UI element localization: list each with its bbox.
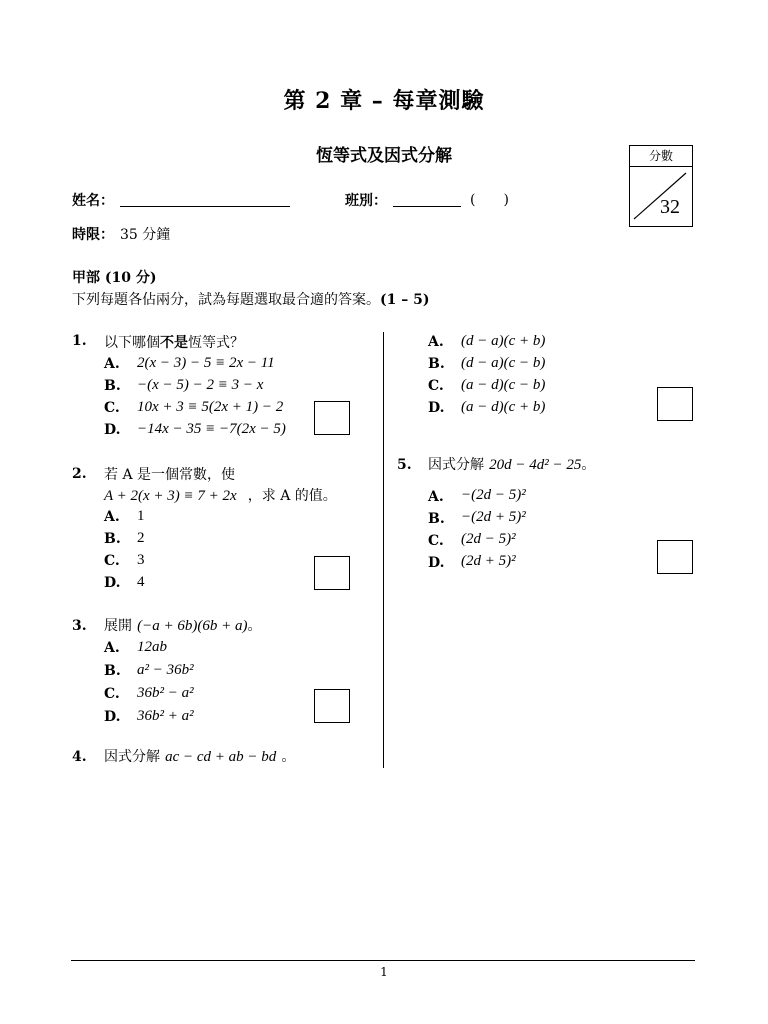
option-label: A. <box>104 509 120 525</box>
option-label: C. <box>104 400 120 416</box>
question-text-part: ，求 A 的值。 <box>247 488 337 504</box>
question-text <box>428 454 595 474</box>
answer-box[interactable] <box>314 689 350 723</box>
class-label: 班別： <box>345 193 387 209</box>
option-text: a² − 36b² <box>137 662 194 678</box>
question-text <box>104 746 295 766</box>
option-label: C. <box>104 553 120 569</box>
option-text: 2(x − 3) − 5 ≡ 2x − 11 <box>137 355 275 371</box>
option-label: A. <box>428 489 444 505</box>
option-text: (a − d)(c − b) <box>461 377 546 393</box>
option-text: 4 <box>137 574 145 590</box>
question-text <box>104 615 261 635</box>
time-value: 35 分鐘 <box>120 227 171 243</box>
question-text-line2 <box>104 485 337 505</box>
option-text: −(x − 5) − 2 ≡ 3 − x <box>137 377 264 393</box>
question-math: 20d − 4d² − 25 <box>489 457 582 473</box>
option-label: D. <box>104 575 121 591</box>
option-label: B. <box>428 511 445 527</box>
section-instruction <box>72 289 429 309</box>
score-box <box>629 145 693 227</box>
question-text-part: 。 <box>247 618 262 634</box>
question-math: ac − cd + ab − bd <box>165 749 277 765</box>
question-number: 3. <box>72 618 87 634</box>
option-label: D. <box>428 555 445 571</box>
time-label: 時限： <box>72 227 114 243</box>
option-text: (d − a)(c − b) <box>461 355 546 371</box>
question-math: (−a + 6b)(6b + a) <box>137 618 248 634</box>
score-total: 32 <box>660 196 680 218</box>
page-number: 1 <box>380 965 388 979</box>
question-number: 5. <box>397 457 412 473</box>
option-text: 10x + 3 ≡ 5(2x + 1) − 2 <box>137 399 284 415</box>
class-field[interactable] <box>393 205 461 207</box>
option-label: D. <box>104 422 121 438</box>
question-text <box>104 332 244 352</box>
option-label: B. <box>428 356 445 372</box>
question-text: 若 A 是一個常數，使 <box>104 467 236 483</box>
option-label: A. <box>104 356 120 372</box>
question-text-part: 。 <box>281 749 296 765</box>
option-text: (2d + 5)² <box>461 553 516 569</box>
option-label: D. <box>104 709 121 725</box>
question-text-part: 因式分解 <box>428 457 484 473</box>
class-number-field[interactable]: ( ) <box>470 192 509 208</box>
option-text: 2 <box>137 530 145 546</box>
option-text: 1 <box>137 508 145 524</box>
question-emphasis: 不是 <box>160 335 188 351</box>
score-label: 分數 <box>630 146 692 167</box>
option-text: 12ab <box>137 639 167 655</box>
section-heading: 甲部 (10 分) <box>72 270 157 286</box>
option-text: 36b² − a² <box>137 685 194 701</box>
option-text: −14x − 35 ≡ −7(2x − 5) <box>137 421 286 437</box>
option-label: C. <box>104 686 120 702</box>
answer-box[interactable] <box>657 387 693 421</box>
name-field[interactable] <box>120 205 290 207</box>
question-number: 4. <box>72 749 87 765</box>
page-subtitle: 恆等式及因式分解 <box>316 146 452 166</box>
option-text: 36b² + a² <box>137 708 194 724</box>
answer-box[interactable] <box>657 540 693 574</box>
instruction-text: 下列每題各佔兩分，試為每題選取最合適的答案。 <box>72 292 380 308</box>
option-label: D. <box>428 400 445 416</box>
option-text: −(2d − 5)² <box>461 487 526 503</box>
question-math: A + 2(x + 3) ≡ 7 + 2x <box>104 488 237 504</box>
option-label: B. <box>104 663 121 679</box>
question-text-part: 。 <box>581 457 596 473</box>
option-label: B. <box>104 531 121 547</box>
answer-box[interactable] <box>314 401 350 435</box>
option-label: C. <box>428 378 444 394</box>
question-text-part: 因式分解 <box>104 749 160 765</box>
question-number: 2. <box>72 466 87 482</box>
name-label: 姓名： <box>72 193 114 209</box>
option-text: (d − a)(c + b) <box>461 333 546 349</box>
option-text: −(2d + 5)² <box>461 509 526 525</box>
question-range: (1 – 5) <box>380 292 430 308</box>
question-text-part: 展開 <box>104 618 132 634</box>
option-text: (a − d)(c + b) <box>461 399 546 415</box>
option-label: A. <box>104 640 120 656</box>
column-divider <box>383 332 384 768</box>
option-text: (2d − 5)² <box>461 531 516 547</box>
answer-box[interactable] <box>314 556 350 590</box>
page-title: 第 2 章 – 每章測驗 <box>283 88 485 114</box>
question-text-part: 以下哪個 <box>104 335 160 351</box>
question-text-part: 恆等式？ <box>188 335 244 351</box>
option-label: B. <box>104 378 121 394</box>
question-number: 1. <box>72 333 87 349</box>
footer-rule <box>71 960 695 961</box>
option-label: C. <box>428 533 444 549</box>
option-label: A. <box>428 334 444 350</box>
option-text: 3 <box>137 552 145 568</box>
